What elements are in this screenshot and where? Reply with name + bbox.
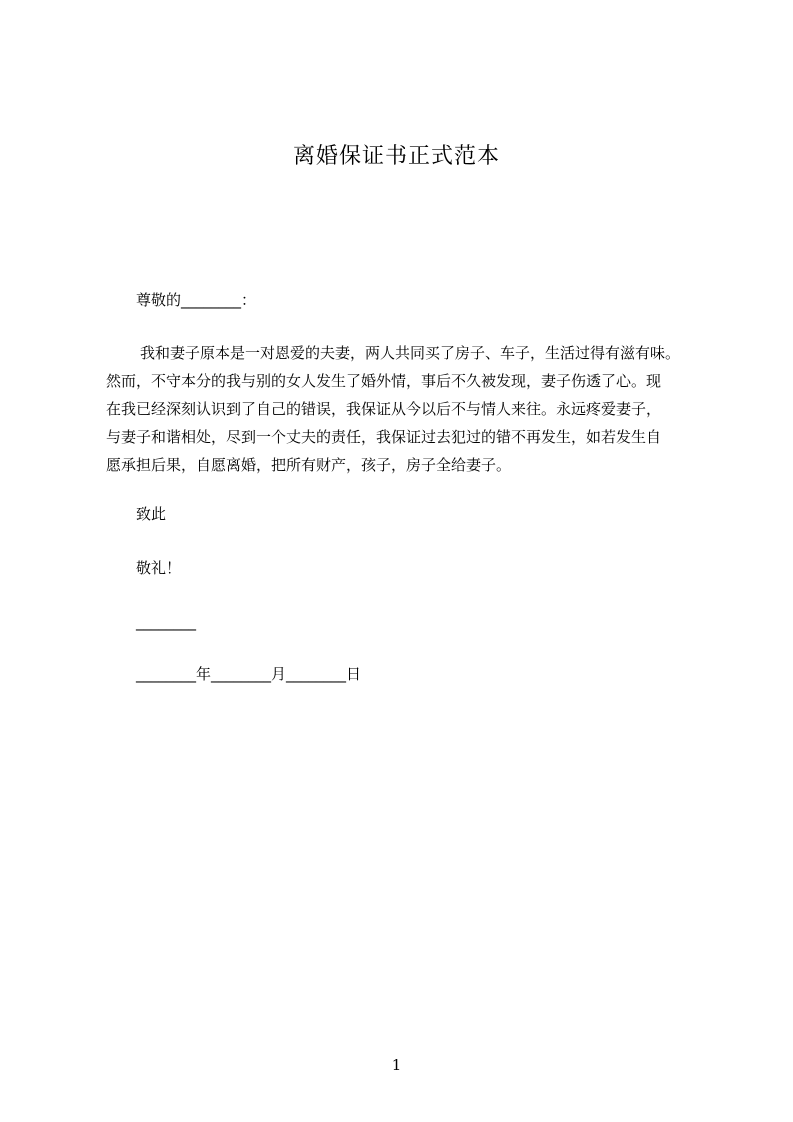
page-number: 1 bbox=[391, 1056, 402, 1074]
closing-greeting: 致此 bbox=[136, 505, 167, 523]
body-line-5: 愿承担后果，自愿离婚，把所有财产，孩子，房子全给妻子。 bbox=[106, 456, 512, 474]
body-line-2: 然而，不守本分的我与别的女人发生了婚外情，事后不久被发现，妻子伤透了心。现 bbox=[106, 372, 662, 390]
body-line-1: 我和妻子原本是一对恩爱的夫妻，两人共同买了房子、车子，生活过得有滋有味。 bbox=[140, 344, 681, 362]
salutation: 尊敬的________： bbox=[136, 291, 257, 309]
signature-blank: ________ bbox=[136, 613, 196, 631]
closing-salute: 敬礼！ bbox=[136, 559, 182, 577]
body-line-3: 在我已经深刻认识到了自己的错误，我保证从今以后不与情人来往。永远疼爱妻子， bbox=[106, 400, 662, 418]
date-line: ________年________月________日 bbox=[136, 665, 362, 683]
body-line-4: 与妻子和谐相处，尽到一个丈夫的责任，我保证过去犯过的错不再发生，如若发生自 bbox=[106, 428, 662, 446]
document-title: 离婚保证书正式范本 bbox=[292, 144, 500, 169]
